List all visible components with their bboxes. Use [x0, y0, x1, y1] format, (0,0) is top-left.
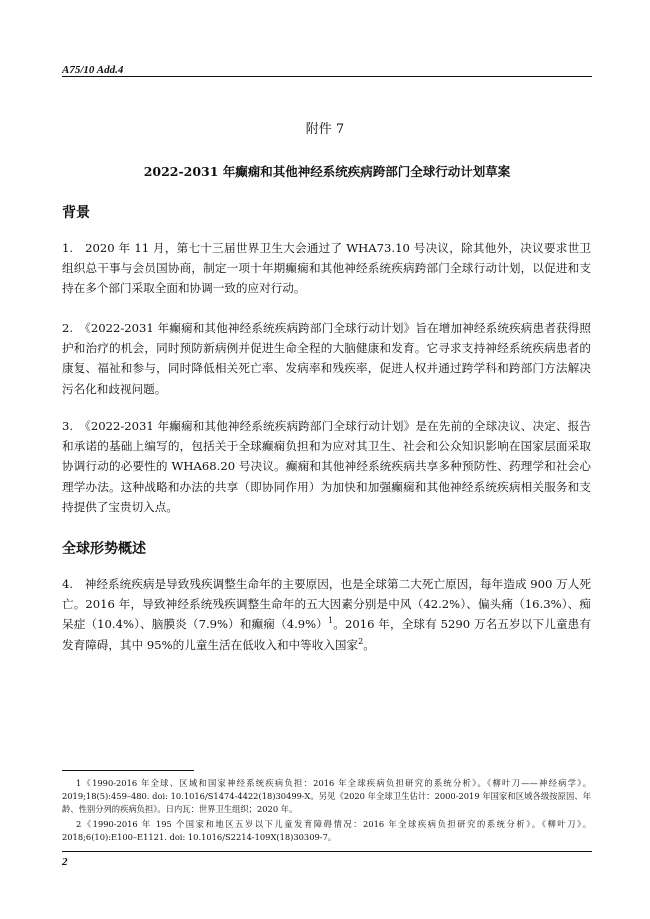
- paragraph-3: 3. 《2022-2031 年癫痫和其他神经系统疾病跨部门全球行动计划》是在先前的全球决议、决定、报告和承诺的基础上编写的，包括关于全球癫痫负担和为应对其卫生、社会和公众知识影响在国家层面采取协调行动的必要性的 WHA68.20 号决议。癫痫和其他神经系统疾病共享多种预防性、药理学和社会心理学办法。这种战略和办法的共享（即协同作用）为加快和加强癫痫和其他神经系统疾病相关服务和支持提供了宝贵切入点。: [62, 419, 591, 514]
- paragraph-1: 1. 2020 年 11 月，第七十三届世界卫生大会通过了 WHA73.10 号决议，除其他外，决议要求世卫组织总干事与会员国协商，制定一项十年期癫痫和其他神经系统疾病跨部门全球行动计划，以促进和支持在多个部门采取全面和协调一致的应对行动。: [62, 241, 591, 296]
- section-heading-background: 背景: [62, 205, 90, 221]
- paragraph-4: [62, 574, 591, 655]
- paragraph-4-text-b: 。2016 年，全球有 5290 万名五岁以下儿童患有发育障碍，其中 95%的儿童生活在低收入和中等收入国家: [62, 617, 591, 652]
- paragraph-2: 2. 《2022-2031 年癫痫和其他神经系统疾病跨部门全球行动计划》旨在增加神经系统疾病患者获得照护和治疗的机会，同时预防新病例并促进生命全程的大脑健康和发育。它寻求支持神经系统疾病患者的康复、福祉和参与，同时降低相关死亡率、发病率和残疾率，促进人权并通过跨学科和跨部门方法解决污名化和歧视问题。: [62, 321, 591, 396]
- header-rule: [62, 76, 592, 77]
- running-header: [62, 58, 592, 76]
- footnote-rule: [62, 770, 194, 771]
- footnote-2: 2《1990-2016 年 195 个国家和地区五岁以下儿童发育障碍情况：2016 年全球疾病负担研究的系统分析》。《柳叶刀》。2018;6(10):E100–E1121. doi: 10.1016/S2214-109X(18)30309-7。: [62, 818, 591, 842]
- footnotes: [62, 777, 591, 845]
- document-title: 2022-2031 年癫痫和其他神经系统疾病跨部门全球行动计划草案: [143, 164, 511, 179]
- paragraph-4-text-a: 4. 神经系统疾病是导致残疾调整生命年的主要原因，也是全球第二大死亡原因，每年造成 900 万人死亡。2016 年，导致神经系统残疾调整生命年的五大因素分别是中风（42.2%）、偏头痛（16.3%）、痴呆症（10.4%）、脑膜炎（7.9%）和癫痫（4.9%）: [62, 577, 591, 632]
- page-number: 2: [62, 856, 68, 868]
- footer-rule: [62, 851, 592, 852]
- paragraph-4-text-c: 。: [363, 637, 375, 652]
- footnote-ref-2[interactable]: 2: [358, 636, 364, 646]
- document-code: A75/10 Add.4: [62, 64, 124, 76]
- annex-label: 附件 7: [305, 122, 345, 137]
- footnote-ref-1[interactable]: 1: [328, 616, 334, 626]
- footnote-1: 1《1990-2016 年全球、区域和国家神经系统疾病负担：2016 年全球疾病负担研究的系统分析》。《柳叶刀——神经病学》。2019;18(5):459–480. doi: 10.1016/S1474-4422(18)30499-X。另见《2020 年全球卫生估计：2000-2019 年国家和区域各级按原因、年龄、性别分列的疾病负担》。日内瓦：世界卫生组织；2020 年。: [62, 778, 591, 815]
- section-heading-global-situation: 全球形势概述: [62, 541, 146, 557]
